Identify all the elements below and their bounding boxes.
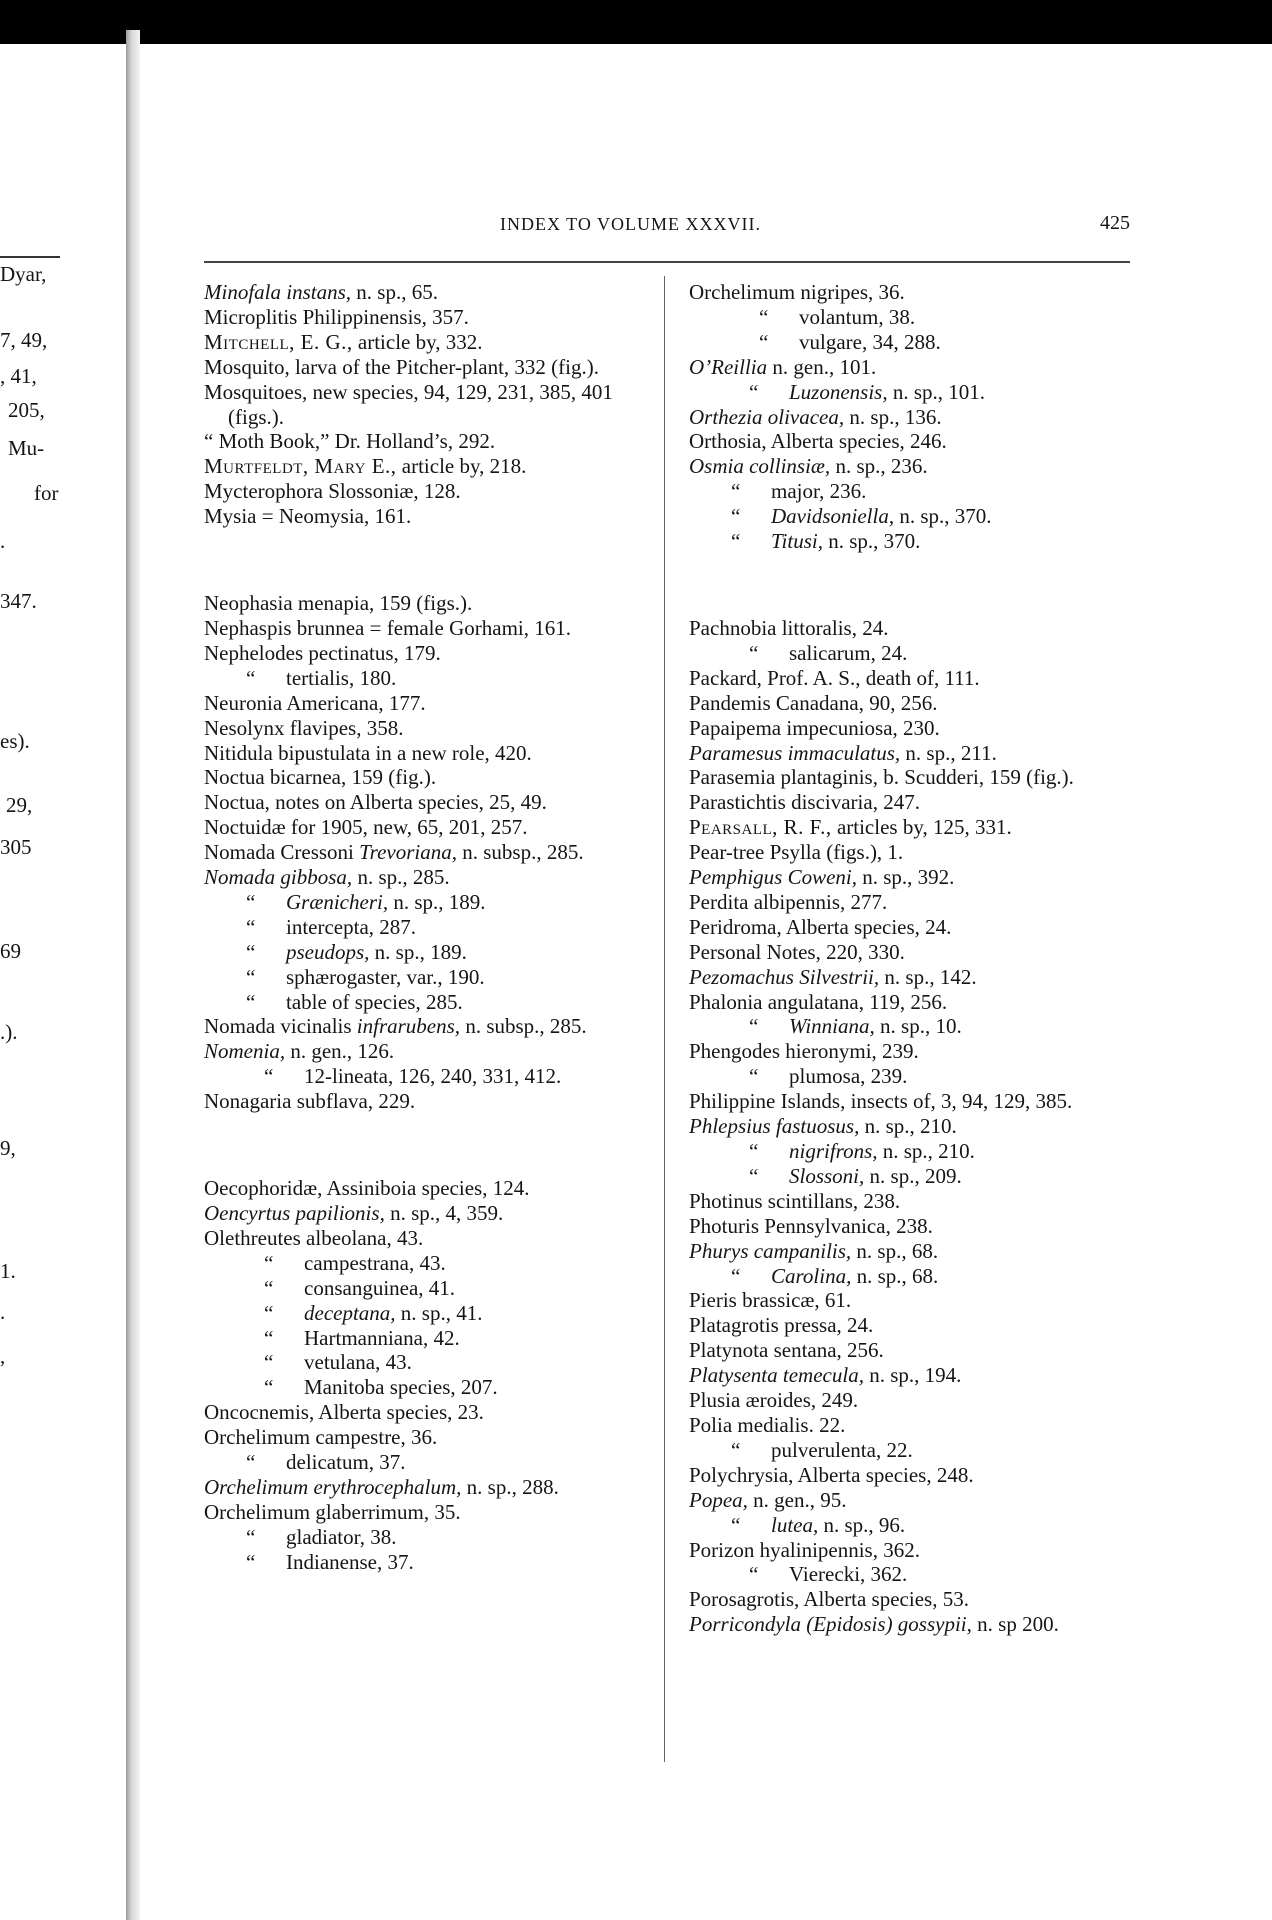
entry-text: deceptana, [304, 1300, 396, 1325]
index-entry [204, 940, 644, 965]
ditto-mark: “ [731, 529, 741, 554]
index-entry [204, 1400, 644, 1425]
entry-text: Orchelimum campestre, 36. [204, 1425, 438, 1450]
entry-text: n. sp., 10. [874, 1014, 962, 1039]
running-header [204, 210, 1130, 240]
index-entry [204, 1276, 644, 1301]
entry-text: Slossoni, [789, 1163, 865, 1188]
entry-text: Perdita albipennis, 277. [689, 889, 888, 914]
margin-fragment: 347. [0, 589, 37, 613]
entry-text: Parastichtis discivaria, 247. [689, 790, 920, 815]
entry-text: n. gen., 95. [747, 1487, 847, 1512]
entry-text: Carolina, [771, 1263, 852, 1288]
ditto-mark: “ [749, 1064, 759, 1089]
ditto-mark: “ [246, 665, 256, 690]
entry-text: vulgare, 34, 288. [799, 329, 941, 354]
margin-fragment: . [0, 1300, 6, 1324]
entry-text: infrarubens, [356, 1014, 461, 1039]
margin-fragment: 1. [0, 1259, 16, 1283]
index-entry [689, 865, 1129, 890]
ditto-mark: “ [749, 379, 759, 404]
entry-text: lutea, [771, 1512, 819, 1537]
margin-fragment: 205, [8, 398, 45, 422]
entry-text: Nesolynx flavipes, 358. [204, 715, 404, 740]
entry-text: Packard, Prof. A. S., death of, 111. [689, 665, 980, 690]
entry-text: Philippine Islands, insects of, 3, 94, 129, 385. [689, 1089, 1073, 1114]
index-column-right [689, 280, 1129, 1637]
previous-page-edge [0, 44, 126, 1920]
entry-text: n. sp., 189. [388, 889, 486, 914]
index-entry [689, 504, 1129, 529]
margin-fragment: Dyar, [0, 262, 47, 286]
entry-text: Nitidula bipustulata in a new role, 420. [204, 740, 532, 765]
index-entry [689, 965, 1129, 990]
page-title: INDEX TO VOLUME XXXVII. [500, 214, 761, 234]
entry-text: Platynota sentana, 256. [689, 1338, 884, 1363]
index-entry [689, 616, 1129, 641]
entry-text: Pearsall, R. F., [689, 815, 832, 840]
index-entry [689, 1189, 1129, 1214]
index-entry [204, 1089, 644, 1114]
index-entry [689, 940, 1129, 965]
entry-text: Osmia collinsiæ, [689, 454, 831, 479]
entry-text: articles by, 125, 331. [831, 815, 1012, 840]
entry-text: n. sp., 65. [351, 280, 438, 304]
entry-text: n. sp., 142. [879, 964, 977, 989]
index-entry [204, 765, 644, 790]
entry-text: Papaipema impecuniosa, 230. [689, 715, 940, 740]
entry-text: n. sp., 101. [887, 379, 986, 404]
entry-text: Platysenta temecula, [689, 1363, 864, 1388]
index-entry [204, 1226, 644, 1251]
entry-text: Murtfeldt, Mary E., [204, 454, 397, 479]
index-entry [689, 990, 1129, 1015]
entry-text: n. sp., 211. [900, 740, 997, 765]
ditto-mark: “ [749, 1014, 759, 1039]
index-entry [204, 504, 644, 529]
index-entry [689, 280, 1129, 305]
entry-text: Olethreutes albeolana, 43. [204, 1225, 424, 1250]
ditto-mark: “ [264, 1064, 274, 1089]
entry-text: Photinus scintillans, 238. [689, 1188, 901, 1213]
entry-text: n. sp., 210. [877, 1139, 975, 1163]
entry-text: Nomenia, [204, 1039, 286, 1064]
index-entry [689, 1214, 1129, 1239]
index-entry [204, 355, 644, 380]
page-number: 425 [1100, 212, 1130, 234]
index-entry [204, 1475, 644, 1500]
index-entry [204, 815, 644, 840]
entry-text: major, 236. [771, 479, 867, 504]
entry-text: n. sp., 370. [894, 504, 992, 529]
entry-text: Nephelodes pectinatus, 179. [204, 640, 441, 665]
ditto-mark: “ [264, 1350, 274, 1375]
index-entry [689, 1587, 1129, 1612]
index-entry [204, 890, 644, 915]
entry-text: Peridroma, Alberta species, 24. [689, 914, 952, 939]
index-entry [204, 1176, 644, 1201]
entry-text: nigrifrons, [789, 1139, 878, 1163]
index-entry [689, 1014, 1129, 1039]
index-entry [689, 741, 1129, 766]
entry-text: Orchelimum glaberrimum, 35. [204, 1499, 461, 1524]
column-divider [664, 276, 665, 1762]
index-entry [689, 1363, 1129, 1388]
entry-text: Pandemis Canadana, 90, 256. [689, 690, 938, 715]
index-entry [689, 454, 1129, 479]
entry-text: Mysia = Neomysia, 161. [204, 504, 412, 529]
index-entry [689, 1488, 1129, 1513]
entry-text: n. sp., 68. [851, 1263, 939, 1288]
index-entry [689, 330, 1129, 355]
entry-text: n. sp., 136. [844, 404, 942, 429]
index-entry [689, 890, 1129, 915]
entry-text: n. sp., 189. [369, 939, 467, 964]
entry-text: Pachnobia littoralis, 24. [689, 615, 889, 640]
margin-fragment: 29, [6, 793, 33, 817]
index-entry [689, 1239, 1129, 1264]
margin-fragment: Mu- [8, 436, 45, 460]
entry-text: Porricondyla (Epidosis) gossypii, [689, 1612, 972, 1637]
index-entry [204, 1014, 644, 1039]
index-entry [204, 1039, 644, 1064]
entry-text: Pieris brassicæ, 61. [689, 1288, 852, 1313]
index-entry [204, 915, 644, 940]
entry-text: n. sp., 370. [822, 529, 921, 554]
entry-text: n. sp., 41. [395, 1300, 483, 1325]
entry-text: n. sp., 194. [863, 1363, 962, 1388]
index-entry [204, 741, 644, 766]
index-entry [689, 1114, 1129, 1139]
entry-text: Winniana, [789, 1014, 875, 1039]
entry-text: n. sp., 392. [857, 865, 955, 890]
ditto-mark: “ [749, 1163, 759, 1188]
index-entry [204, 1326, 644, 1351]
index-entry [204, 1525, 644, 1550]
index-entry [204, 454, 644, 479]
index-entry [689, 1438, 1129, 1463]
index-entry [204, 616, 644, 641]
index-entry [689, 666, 1129, 691]
index-entry [204, 865, 644, 890]
ditto-mark: “ [264, 1250, 274, 1275]
entry-text: Trevoriana, [359, 840, 457, 865]
ditto-mark: “ [246, 889, 256, 914]
entry-text: Orchelimum erythrocephalum, [204, 1474, 462, 1499]
entry-text: n. sp., 68. [851, 1238, 939, 1263]
entry-text: Nomada gibbosa, [204, 865, 353, 890]
index-entry [204, 429, 644, 454]
index-entry [689, 1089, 1129, 1114]
entry-text: tertialis, 180. [286, 665, 397, 690]
entry-text: “ Moth Book,” Dr. Holland’s, 292. [204, 429, 496, 454]
entry-text: Porosagrotis, Alberta species, 53. [689, 1587, 969, 1612]
index-entry [689, 380, 1129, 405]
ditto-mark: “ [749, 1139, 759, 1163]
index-entry [689, 1338, 1129, 1363]
index-entry [689, 840, 1129, 865]
index-entry [204, 1500, 644, 1525]
entry-text: Oencyrtus papilionis, [204, 1201, 385, 1225]
entry-text: n. sp., 285. [352, 865, 450, 890]
margin-fragment: 9, [0, 1136, 16, 1160]
entry-text: Vierecki, 362. [789, 1562, 908, 1587]
entry-text: Pezomachus Silvestrii, [689, 964, 880, 989]
ditto-mark: “ [264, 1325, 274, 1350]
entry-text: Luzonensis, [789, 379, 888, 404]
index-entry [689, 1064, 1129, 1089]
entry-text: Nomada vicinalis [204, 1014, 357, 1039]
index-entry [204, 691, 644, 716]
index-entry [689, 1513, 1129, 1538]
ditto-mark: “ [759, 304, 769, 329]
index-entry [689, 716, 1129, 741]
entry-text: n. sp., 4, 359. [384, 1201, 504, 1225]
entry-text: n. sp., 210. [859, 1114, 957, 1139]
index-entry [204, 591, 644, 616]
previous-page-rule [0, 256, 60, 258]
margin-fragment: , 41, [0, 364, 37, 388]
entry-text: Oecophoridæ, Assiniboia species, 124. [204, 1176, 530, 1201]
index-entry [204, 965, 644, 990]
margin-fragment: 69 [0, 939, 21, 963]
index-entry [689, 641, 1129, 666]
ditto-mark: “ [731, 1263, 741, 1288]
entry-text: Titusi, [771, 529, 823, 554]
index-entry [204, 1301, 644, 1326]
index-entry [689, 1313, 1129, 1338]
header-rule [204, 261, 1130, 263]
index-entry [204, 716, 644, 741]
index-entry [689, 1288, 1129, 1313]
index-entry [689, 1612, 1129, 1637]
ditto-mark: “ [264, 1275, 274, 1300]
entry-text: table of species, 285. [286, 989, 463, 1014]
entry-text: Mosquitoes, new species, 94, 129, 231, 385, 401 (figs.). [204, 379, 613, 429]
entry-text: Plusia æroides, 249. [689, 1388, 859, 1413]
entry-text: Phengodes hieronymi, 239. [689, 1039, 919, 1064]
index-entry [204, 641, 644, 666]
entry-text: Photuris Pennsylvanica, 238. [689, 1213, 933, 1238]
ditto-mark: “ [246, 1549, 256, 1574]
entry-text: n. subsp., 285. [456, 840, 584, 865]
index-entry [689, 405, 1129, 430]
index-entry [689, 691, 1129, 716]
entry-text: Mycterophora Slossoniæ, 128. [204, 479, 461, 504]
index-entry [689, 915, 1129, 940]
entry-text: gladiator, 38. [286, 1524, 397, 1549]
entry-text: Nomada Cressoni [204, 840, 360, 865]
index-entry [689, 1139, 1129, 1164]
entry-text: Davidsoniella, [771, 504, 895, 529]
entry-text: Orthosia, Alberta species, 246. [689, 429, 947, 454]
index-entry [689, 305, 1129, 330]
entry-text: Minofala instans, [204, 280, 352, 304]
ditto-mark: “ [246, 914, 256, 939]
margin-fragment: . [0, 529, 6, 553]
margin-fragment: for [34, 481, 59, 505]
index-entry [204, 380, 644, 430]
index-column-left [204, 280, 644, 1575]
entry-text: article by, 332. [352, 329, 483, 354]
entry-text: Orchelimum nigripes, 36. [689, 280, 905, 304]
index-entry [204, 666, 644, 691]
index-entry [204, 1550, 644, 1575]
ditto-mark: “ [759, 329, 769, 354]
entry-text: Popea, [689, 1487, 748, 1512]
entry-text: pulverulenta, 22. [771, 1437, 913, 1462]
index-entry [204, 1064, 644, 1089]
entry-text: Mitchell, E. G., [204, 329, 353, 354]
entry-text: n. sp., 96. [818, 1512, 906, 1537]
entry-text: delicatum, 37. [286, 1450, 406, 1475]
entry-text: Manitoba species, 207. [304, 1375, 498, 1400]
margin-fragment: 305 [0, 835, 32, 859]
entry-text: 12-lineata, 126, 240, 331, 412. [304, 1064, 562, 1089]
entry-text: intercepta, 287. [286, 914, 417, 939]
entry-text: Polychrysia, Alberta species, 248. [689, 1462, 974, 1487]
ditto-mark: “ [731, 1437, 741, 1462]
index-entry [689, 1264, 1129, 1289]
index-entry [689, 790, 1129, 815]
index-entry [204, 1425, 644, 1450]
ditto-mark: “ [749, 1562, 759, 1587]
ditto-mark: “ [246, 989, 256, 1014]
entry-text: Pear-tree Psylla (figs.), 1. [689, 840, 904, 865]
entry-text: Neophasia menapia, 159 (figs.). [204, 591, 473, 616]
index-entry [689, 479, 1129, 504]
entry-text: vetulana, 43. [304, 1350, 412, 1375]
index-entry [204, 1251, 644, 1276]
index-entry [689, 1039, 1129, 1064]
entry-text: n. sp., 236. [830, 454, 928, 479]
entry-text: n. sp 200. [971, 1612, 1059, 1637]
index-entry [204, 1375, 644, 1400]
margin-fragment: .). [0, 1020, 18, 1044]
entry-text: n. gen., 101. [767, 354, 877, 379]
entry-text: article by, 218. [396, 454, 527, 479]
book-spine-gutter [126, 30, 140, 1920]
ditto-mark: “ [731, 1512, 741, 1537]
ditto-mark: “ [731, 504, 741, 529]
index-entry [689, 1562, 1129, 1587]
entry-text: n. sp., 209. [864, 1163, 962, 1188]
index-entry [204, 1350, 644, 1375]
index-entry [689, 429, 1129, 454]
entry-text: Mosquito, larva of the Pitcher-plant, 332 (fig.). [204, 354, 599, 379]
index-entry [689, 1463, 1129, 1488]
index-entry [204, 280, 644, 305]
margin-fragment: , [0, 1344, 6, 1368]
entry-text: Neuronia Americana, 177. [204, 690, 426, 715]
entry-text: Hartmanniana, 42. [304, 1325, 460, 1350]
index-entry [689, 1164, 1129, 1189]
entry-text: Grænicheri, [286, 889, 389, 914]
margin-fragment: es). [0, 729, 30, 753]
entry-text: Nephaspis brunnea = female Gorhami, 161. [204, 615, 571, 640]
ditto-mark: “ [246, 964, 256, 989]
margin-fragment: 7, 49, [0, 328, 48, 352]
index-entry [689, 1538, 1129, 1563]
entry-text: O’Reillia [689, 354, 768, 379]
index-entry [689, 529, 1129, 554]
entry-text: pseudops, [286, 939, 370, 964]
entry-text: salicarum, 24. [789, 640, 908, 665]
entry-text: Pemphigus Coweni, [689, 865, 857, 890]
entry-text: sphærogaster, var., 190. [286, 964, 485, 989]
entry-text: n. subsp., 285. [460, 1014, 587, 1039]
index-entry [689, 1388, 1129, 1413]
entry-text: Platagrotis pressa, 24. [689, 1313, 874, 1338]
index-entry [204, 479, 644, 504]
index-entry [689, 355, 1129, 380]
entry-text: consanguinea, 41. [304, 1275, 456, 1300]
entry-text: Nonagaria subflava, 229. [204, 1089, 416, 1114]
entry-text: Phurys campanilis, [689, 1238, 852, 1263]
index-entry [204, 305, 644, 330]
entry-text: n. gen., 126. [285, 1039, 395, 1064]
ditto-mark: “ [264, 1300, 274, 1325]
ditto-mark: “ [246, 1524, 256, 1549]
entry-text: Phlepsius fastuosus, [689, 1114, 860, 1139]
entry-text: plumosa, 239. [789, 1064, 908, 1089]
scan-top-border [0, 0, 1272, 44]
entry-text: n. sp., 288. [461, 1474, 559, 1499]
entry-text: Personal Notes, 220, 330. [689, 939, 905, 964]
ditto-mark: “ [264, 1375, 274, 1400]
entry-text: Orthezia olivacea, [689, 404, 845, 429]
entry-text: volantum, 38. [799, 304, 916, 329]
entry-text: Noctuidæ for 1905, new, 65, 201, 257. [204, 815, 528, 840]
index-entry [204, 1450, 644, 1475]
ditto-mark: “ [749, 640, 759, 665]
entry-text: Phalonia angulatana, 119, 256. [689, 989, 948, 1014]
entry-text: Noctua bicarnea, 159 (fig.). [204, 765, 437, 790]
entry-text: Paramesus immaculatus, [689, 740, 901, 765]
ditto-mark: “ [731, 479, 741, 504]
entry-text: Indianense, 37. [286, 1549, 414, 1574]
index-entry [204, 790, 644, 815]
index-entry [689, 765, 1129, 790]
ditto-mark: “ [246, 1450, 256, 1475]
index-entry [689, 1413, 1129, 1438]
entry-text: Polia medialis. 22. [689, 1412, 846, 1437]
entry-text: Porizon hyalinipennis, 362. [689, 1537, 920, 1562]
entry-text: Noctua, notes on Alberta species, 25, 49. [204, 790, 547, 815]
entry-text: Parasemia plantaginis, b. Scudderi, 159 (fig.). [689, 765, 1074, 790]
index-entry [204, 840, 644, 865]
index-entry [204, 1201, 644, 1226]
index-entry [689, 815, 1129, 840]
index-entry [204, 330, 644, 355]
entry-text: campestrana, 43. [304, 1250, 446, 1275]
entry-text: Oncocnemis, Alberta species, 23. [204, 1400, 484, 1425]
index-entry [204, 990, 644, 1015]
entry-text: Microplitis Philippinensis, 357. [204, 304, 469, 329]
ditto-mark: “ [246, 939, 256, 964]
